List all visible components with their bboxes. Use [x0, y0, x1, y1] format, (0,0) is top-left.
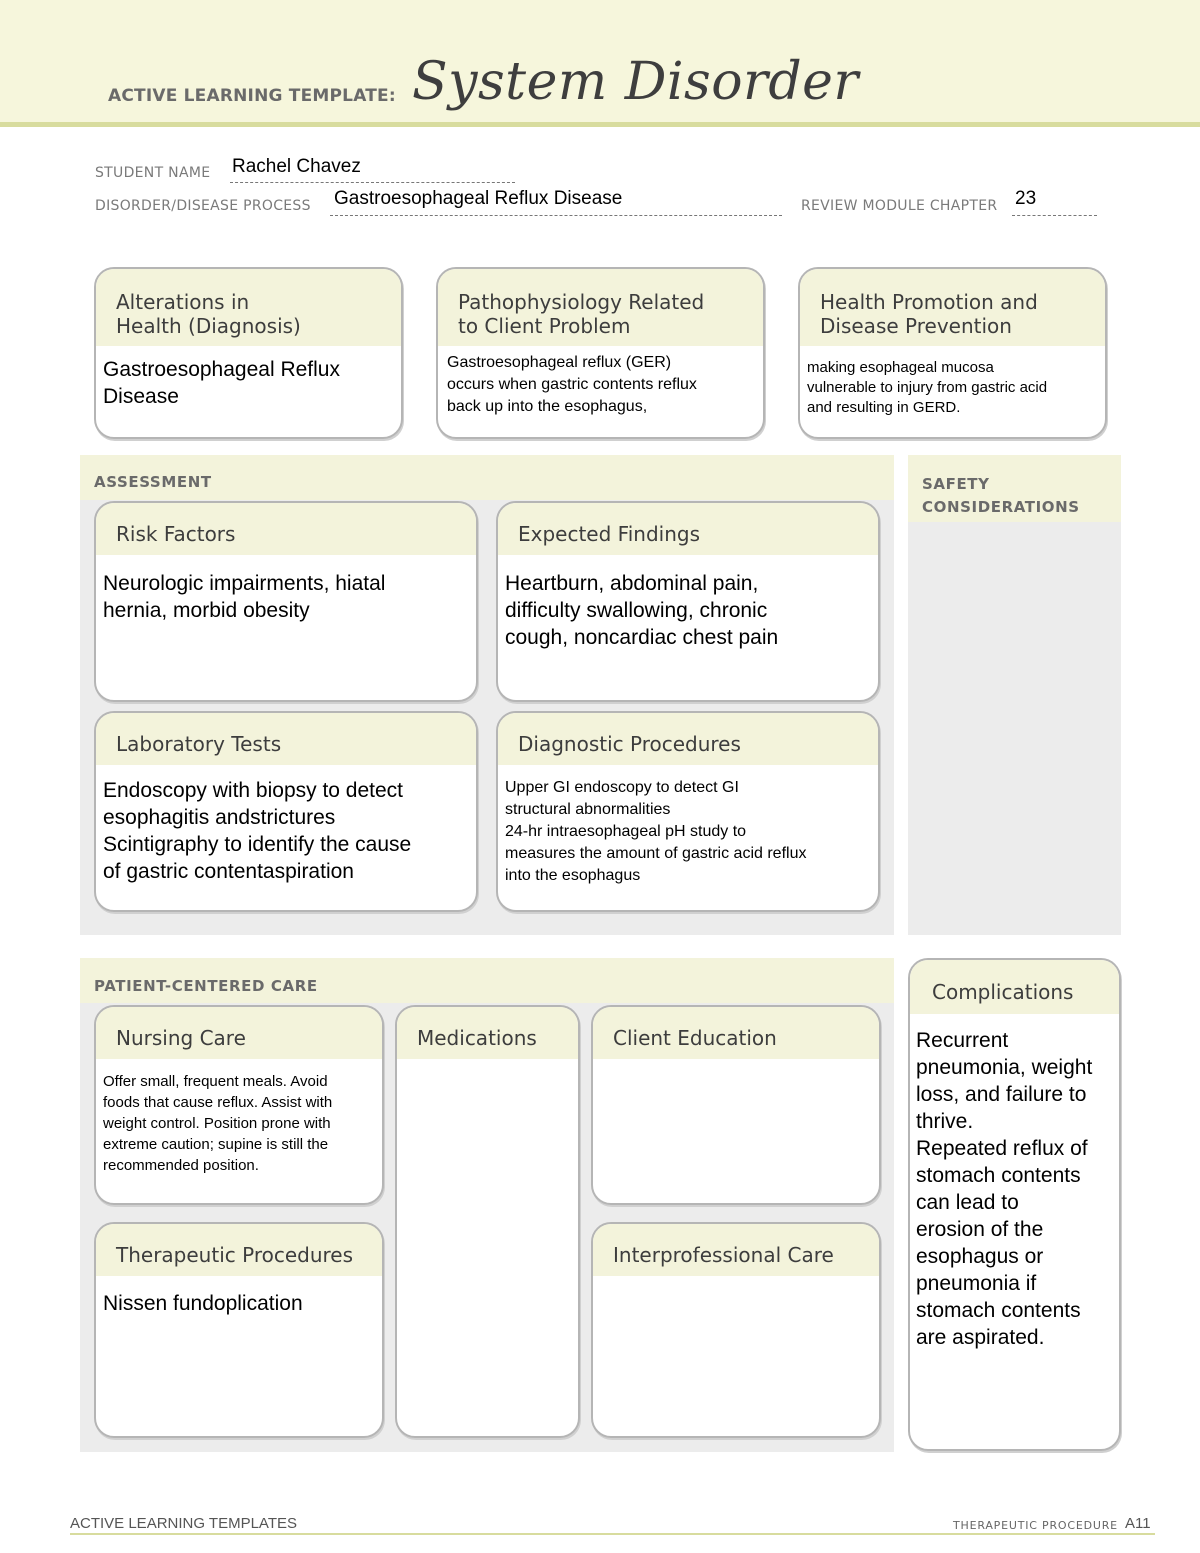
footer-section: THERAPEUTIC PROCEDURE	[953, 1519, 1118, 1532]
health-promotion-body[interactable]: making esophageal mucosa vulnerable to injury from gastric acid and resulting in GERD.	[807, 359, 1048, 416]
alterations-body[interactable]: Gastroesophageal Reflux Disease	[103, 358, 340, 408]
risk-factors-body[interactable]: Neurologic impairments, hiatal hernia, morbid obesity	[103, 572, 386, 622]
footer-label: ACTIVE LEARNING TEMPLATES	[70, 1515, 297, 1532]
diagnostic-procedures-card	[496, 711, 880, 912]
safety-panel	[908, 455, 1121, 935]
alterations-title: Alterations in Health (Diagnosis)	[96, 269, 401, 346]
expected-findings-body[interactable]: Heartburn, abdominal pain, difficulty swallowing, chronic cough, noncardiac chest pain	[505, 572, 779, 649]
interprofessional-care-card	[591, 1222, 881, 1438]
interprofessional-care-title: Interprofessional Care	[593, 1224, 879, 1276]
nursing-care-card	[94, 1005, 384, 1205]
therapeutic-procedures-body[interactable]: Nissen fundoplication	[103, 1292, 303, 1315]
diagnostic-procedures-title: Diagnostic Procedures	[498, 713, 878, 765]
complications-title: Complications	[910, 960, 1119, 1014]
therapeutic-procedures-card	[94, 1222, 384, 1438]
header-divider	[0, 122, 1200, 127]
student-name-field[interactable]	[230, 156, 515, 183]
health-promotion-card	[798, 267, 1107, 439]
safety-label: SAFETY CONSIDERATIONS	[922, 475, 1080, 516]
patient-care-label: PATIENT-CENTERED CARE	[94, 977, 318, 995]
template-label: ACTIVE LEARNING TEMPLATE:	[108, 86, 396, 106]
risk-factors-card	[94, 501, 478, 702]
student-name-value: Rachel Chavez	[232, 156, 361, 177]
assessment-label: ASSESSMENT	[94, 473, 212, 491]
client-education-body[interactable]	[593, 1059, 879, 1065]
student-name-label: STUDENT NAME	[95, 165, 211, 181]
expected-findings-card	[496, 501, 880, 702]
nursing-care-body[interactable]: Offer small, frequent meals. Avoid foods that cause reflux. Assist with weight control. Position prone with extreme caution; supine is still the recommended position.	[103, 1073, 333, 1174]
health-promotion-title: Health Promotion and Disease Prevention	[800, 269, 1105, 346]
medications-body[interactable]	[397, 1059, 578, 1065]
disorder-label: DISORDER/DISEASE PROCESS	[95, 198, 311, 214]
footer-divider	[70, 1533, 1155, 1535]
disorder-field[interactable]	[330, 188, 782, 216]
therapeutic-procedures-title: Therapeutic Procedures	[96, 1224, 382, 1276]
complications-card	[908, 958, 1121, 1451]
nursing-care-title: Nursing Care	[96, 1007, 382, 1059]
interprofessional-care-body[interactable]	[593, 1276, 879, 1282]
chapter-value: 23	[1015, 188, 1037, 209]
medications-title: Medications	[397, 1007, 578, 1059]
footer-page-number: A11	[1125, 1515, 1151, 1532]
laboratory-tests-body[interactable]: Endoscopy with biopsy to detect esophagitis andstrictures Scintigraphy to identify the cause of gastric contentaspiration	[103, 779, 412, 883]
alterations-card	[94, 267, 403, 439]
chapter-label: REVIEW MODULE CHAPTER	[801, 198, 998, 214]
client-education-title: Client Education	[593, 1007, 879, 1059]
pathophysiology-title: Pathophysiology Related to Client Problem	[438, 269, 763, 346]
pathophysiology-card	[436, 267, 765, 439]
client-education-card	[591, 1005, 881, 1205]
risk-factors-title: Risk Factors	[96, 503, 476, 555]
expected-findings-title: Expected Findings	[498, 503, 878, 555]
laboratory-tests-title: Laboratory Tests	[96, 713, 476, 765]
pathophysiology-body[interactable]: Gastroesophageal reflux (GER) occurs when gastric contents reflux back up into the esophagus,	[447, 354, 697, 415]
medications-card	[395, 1005, 580, 1438]
diagnostic-procedures-body[interactable]: Upper GI endoscopy to detect GI structural abnormalities 24-hr intraesophageal pH study to measures the amount of gastric acid reflux into the esophagus	[505, 779, 807, 884]
chapter-field[interactable]	[1012, 188, 1097, 216]
disorder-value: Gastroesophageal Reflux Disease	[334, 188, 623, 209]
page-title: System Disorder	[412, 52, 859, 112]
laboratory-tests-card	[94, 711, 478, 912]
complications-body[interactable]: Recurrent pneumonia, weight loss, and failure to thrive. Repeated reflux of stomach contents can lead to erosion of the esophagus or pneumonia if stomach contents are aspirated.	[916, 1029, 1093, 1349]
